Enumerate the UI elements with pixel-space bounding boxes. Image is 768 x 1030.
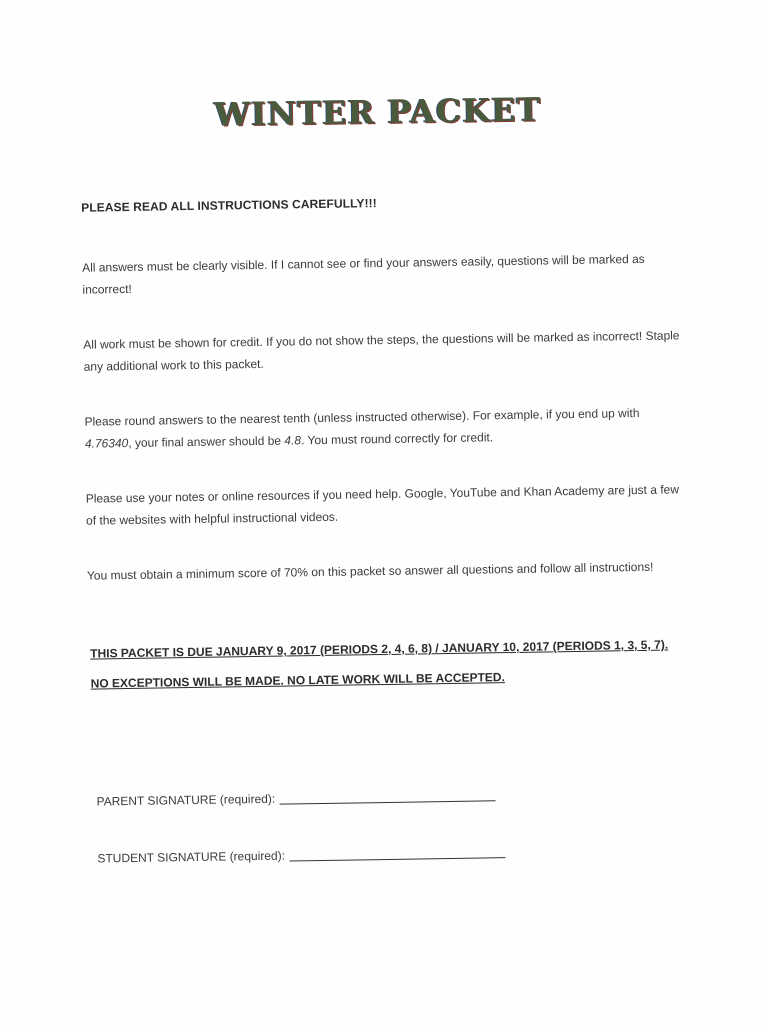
rounding-text-mid: , your final answer should be: [128, 433, 285, 451]
rounding-example-value: 4.76340: [84, 436, 129, 451]
rounding-text-end: . You must round correctly for credit.: [300, 430, 494, 448]
paragraph-rounding: [84, 401, 685, 454]
paragraph-minimum-score: You must obtain a minimum score of 70% on this packet so answer all questions and follow all instructions!: [86, 559, 654, 583]
parent-signature-row: [96, 788, 495, 808]
paragraph-show-work: All work must be shown for credit. If you do not show the steps, the questions will be marked as incorrect! Staple any additional work to this packet.: [83, 328, 680, 374]
rounding-answer-value: 4.8: [284, 433, 302, 448]
page-title: WINTER PACKET: [213, 90, 542, 134]
instructions-heading: PLEASE READ ALL INSTRUCTIONS CAREFULLY!!!: [81, 196, 377, 215]
student-signature-label: STUDENT SIGNATURE (required):: [97, 848, 286, 866]
rounding-text-start: Please round answers to the nearest tenth (unless instructed otherwise). For example, if you end up with: [84, 405, 640, 429]
due-date-notice: THIS PACKET IS DUE JANUARY 9, 2017 (PERIODS 2, 4, 6, 8) / JANUARY 10, 2017 (PERIODS 1, 3, 5, 7).: [90, 637, 669, 661]
parent-signature-label: PARENT SIGNATURE (required):: [96, 791, 276, 809]
parent-signature-line[interactable]: [279, 788, 495, 804]
no-exceptions-notice: NO EXCEPTIONS WILL BE MADE. NO LATE WORK WILL BE ACCEPTED.: [90, 670, 505, 691]
paragraph-resources: Please use your notes or online resources if you need help. Google, YouTube and Khan Academy are just a few of the websites with helpful instructional videos.: [85, 482, 680, 528]
student-signature-line[interactable]: [289, 845, 505, 861]
student-signature-row: [97, 845, 505, 865]
paragraph-visibility: All answers must be clearly visible. If I cannot see or find your answers easily, questions will be marked as incorrect!: [82, 251, 645, 297]
